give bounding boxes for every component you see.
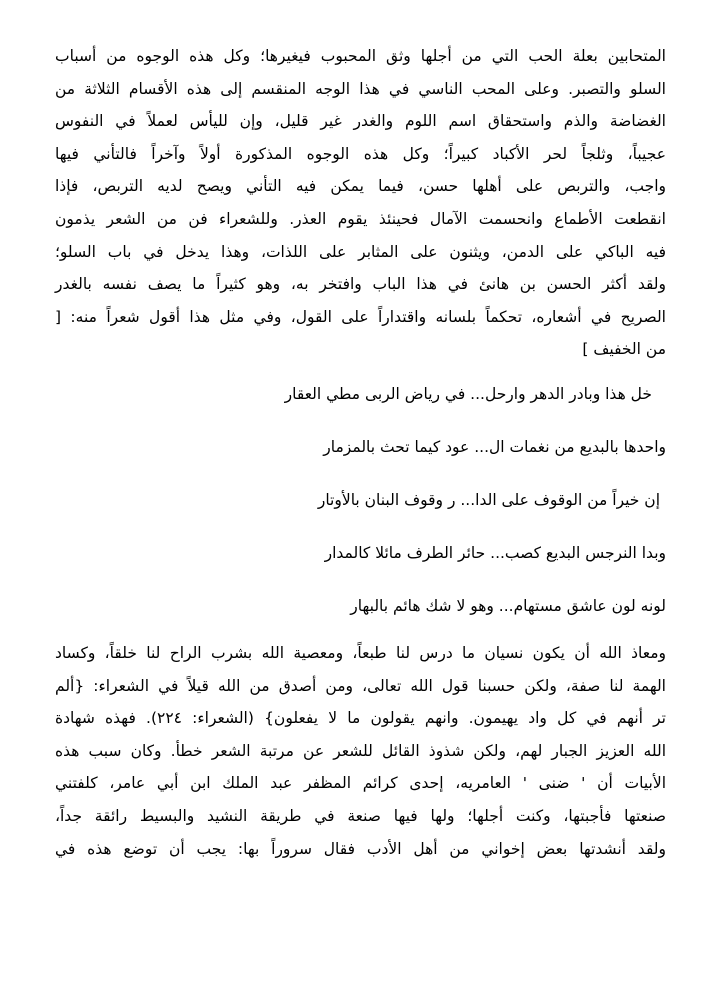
text-line: ولقد أنشدتها بعض إخواني من أهل الأدب فقال سروراً بها: يجب أن توضع هذه في — [55, 839, 666, 858]
text-line: تر أنهم في كل واد يهيمون. وانهم يقولون ما لا يفعلون} (الشعراء: ٢٢٤). فهذه شهادة — [55, 709, 666, 728]
poem-verse: إن خيراً من الوقوف على الدا... ر وقوف البنان بالأوتار — [317, 490, 660, 509]
text-line: ولقد أكثر الحسن بن هانئ في هذا الباب وافتخر به، وهو كثيراً ما يصف نفسه بالغدر — [55, 275, 666, 294]
poem-verse: خل هذا وبادر الدهر وارحل... في رياض الربى مطي العقار — [284, 384, 652, 403]
text-line: واجب، والتربص على أهلها حسن، فيما يمكن فيه التأني ويصح لديه التربص، فإذا — [55, 177, 666, 196]
text-line: فيه الباكي على الدمن، ويثنون على المثابر على اللذات، وهذا يدخل في باب السلو؛ — [55, 242, 666, 261]
poem-verse: وبدا النرجس البديع كصب... حائر الطرف مائلا كالمدار — [324, 543, 666, 562]
text-line: الصريح في أشعاره، تحكماً بلسانه واقتداراً على القول، وفي مثل هذا أقول شعراً منه: [ — [55, 307, 666, 326]
text-line: عجيباً، وثلجاً لحر الأكباد كبيراً؛ وكل هذه الوجوه المذكورة أولاً وآخراً فالتأني فيها — [55, 144, 666, 163]
text-line: المتحابين بعلة الحب التي من أجلها وثق المحبوب فيغيرها؛ وكل هذه الوجوه من أسباب — [55, 47, 666, 65]
text-line: الهمة لنا صفة، ولكن حسبنا قول الله تعالى، ومن أصدق من الله قيلاً في الشعراء: {ألم — [55, 676, 666, 695]
text-line: انقطعت الأطماع وانحسمت الآمال فحينئذ يقوم العذر. وللشعراء فن من الشعر يذمون — [55, 209, 666, 228]
paragraph-1 — [55, 40, 666, 366]
text-line: صنعتها فأجبتها، وكنت أجلها؛ ولها فيها صنعة في طريقة النشيد والبسيط رائقة جداً، — [55, 806, 666, 825]
text-line: الغضاضة والذم واستحقاق اسم اللوم والغدر غير قليل، وإن لليأس لعملاً في النفوس — [55, 112, 666, 131]
text-line: الأبيات أن ' ضنى ' العامريه، إحدى كرائم المظفر عبد الملك ابن أبي عامر، كلفتني — [55, 774, 666, 793]
poem-verse: واحدها بالبديع من نغمات ال... عود كيما تحث بالمزمار — [323, 437, 666, 456]
poem-verse: لونه لون عاشق مستهام... وهو لا شك هائم بالبهار — [350, 596, 666, 615]
text-line: السلو والتصبر. وعلى المحب الناسي في هذا الوجه المنقسم إلى هذه الأقسام الثلاثة من — [55, 79, 666, 98]
text-line: ومعاذ الله أن يكون نسيان ما درس لنا طبعاً، ومعصية الله بشرب الراح لنا خلقاً، وكساد — [55, 643, 666, 662]
text-line: من الخفيف ] — [582, 340, 666, 359]
document-page — [55, 40, 666, 865]
text-line: الله العزيز الجبار لهم، ولكن شذوذ القائل للشعر عن مرتبة الشعر خطأ. وكان سبب هذه — [55, 741, 666, 760]
paragraph-2 — [55, 637, 666, 865]
poem-verses — [55, 366, 666, 633]
